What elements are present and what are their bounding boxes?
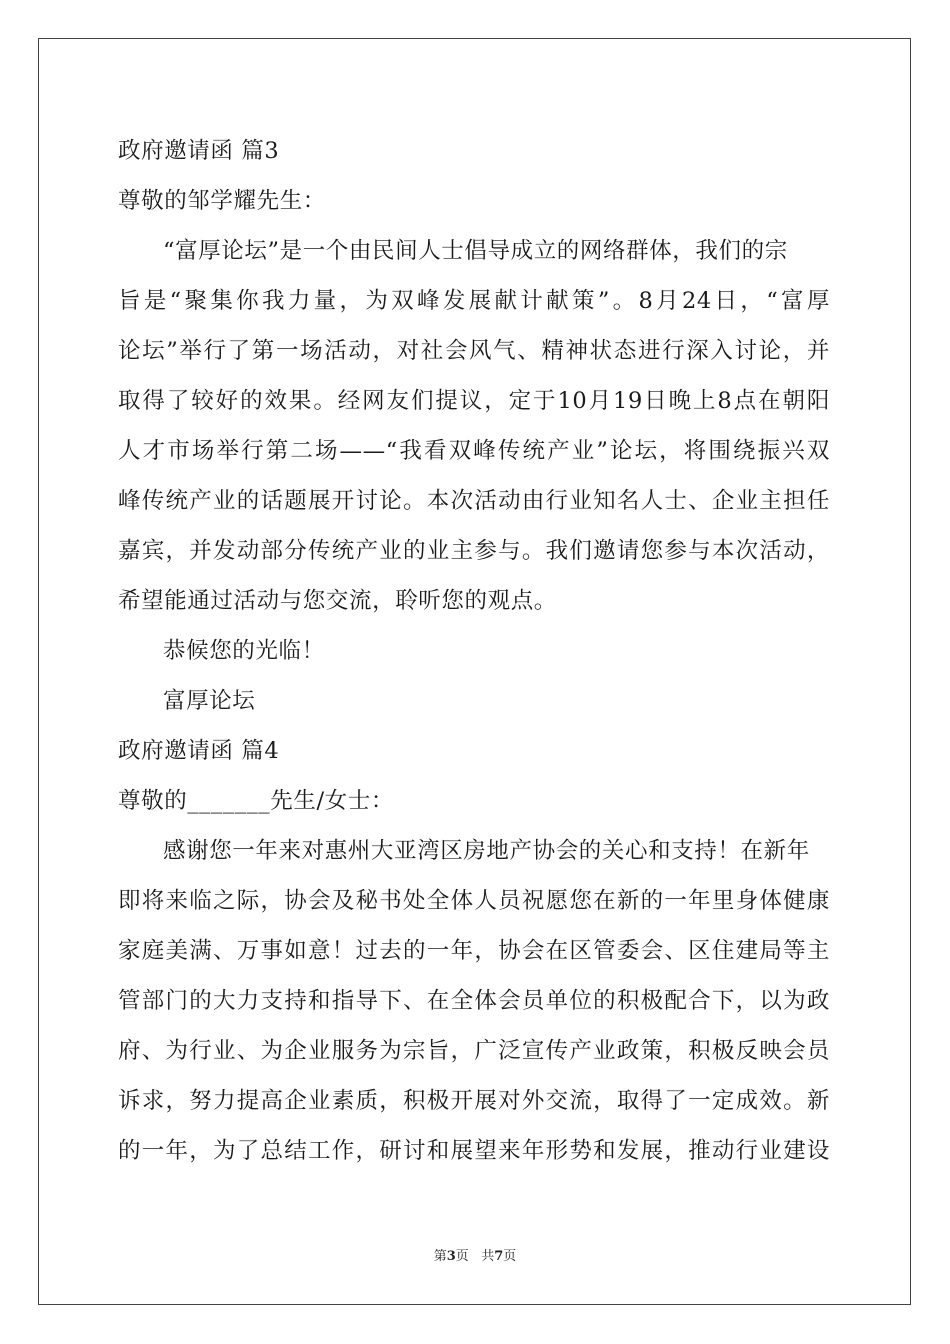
body-line: 旨是“聚集你我力量，为双峰发展献计献策”。8月24日，“富厚 xyxy=(118,288,830,314)
name-blank: _______ xyxy=(187,788,271,814)
body-line: 峰传统产业的话题展开讨论。本次活动由行业知名人士、企业主担任 xyxy=(118,488,830,514)
closing-line: 恭候您的光临！ xyxy=(163,638,325,664)
footer-page-label: 页 xyxy=(455,1249,469,1264)
footer-total-number: 7 xyxy=(494,1249,504,1264)
footer-page-number: 3 xyxy=(446,1249,456,1264)
body-line: 府、为行业、为企业服务为宗旨，广泛宣传产业政策，积极反映会员 xyxy=(118,1038,830,1064)
body-line: 诉求，努力提高企业素质，积极开展对外交流，取得了一定成效。新 xyxy=(118,1088,830,1114)
footer-total-label: 页 xyxy=(503,1249,517,1264)
salutation xyxy=(118,786,394,816)
section-heading: 政府邀请函 篇4 xyxy=(118,738,280,764)
body-line: 论坛”举行了第一场活动，对社会风气、精神状态进行深入讨论，并 xyxy=(118,338,830,364)
body-line: 家庭美满、万事如意！过去的一年，协会在区管委会、区住建局等主 xyxy=(118,938,830,964)
signature: 富厚论坛 xyxy=(163,688,256,714)
body-line: 希望能通过活动与您交流，聆听您的观点。 xyxy=(118,588,557,614)
body-line: “富厚论坛”是一个由民间人士倡导成立的网络群体，我们的宗 xyxy=(163,238,788,264)
body-line: 的一年，为了总结工作，研讨和展望来年形势和发展，推动行业建设 xyxy=(118,1138,830,1164)
body-line: 人才市场举行第二场——“我看双峰传统产业”论坛，将围绕振兴双 xyxy=(118,438,830,464)
body-line: 嘉宾，并发动部分传统产业的业主参与。我们邀请您参与本次活动， xyxy=(118,538,830,564)
salutation: 尊敬的邹学耀先生： xyxy=(118,188,326,214)
body-line: 感谢您一年来对惠州大亚湾区房地产协会的关心和支持！在新年 xyxy=(163,838,810,864)
footer-page-prefix: 第 xyxy=(433,1249,447,1264)
salutation-suffix: 先生/女士： xyxy=(270,788,394,814)
page-footer xyxy=(0,1248,950,1266)
section-heading: 政府邀请函 篇3 xyxy=(118,138,280,164)
body-line: 取得了较好的效果。经网友们提议，定于10月19日晚上8点在朝阳 xyxy=(118,388,830,414)
salutation-prefix: 尊敬的 xyxy=(118,788,188,814)
body-line: 管部门的大力支持和指导下、在全体会员单位的积极配合下，以为政 xyxy=(118,988,830,1014)
body-line: 即将来临之际，协会及秘书处全体人员祝愿您在新的一年里身体健康 xyxy=(118,888,830,914)
footer-total-prefix: 共 xyxy=(481,1249,495,1264)
